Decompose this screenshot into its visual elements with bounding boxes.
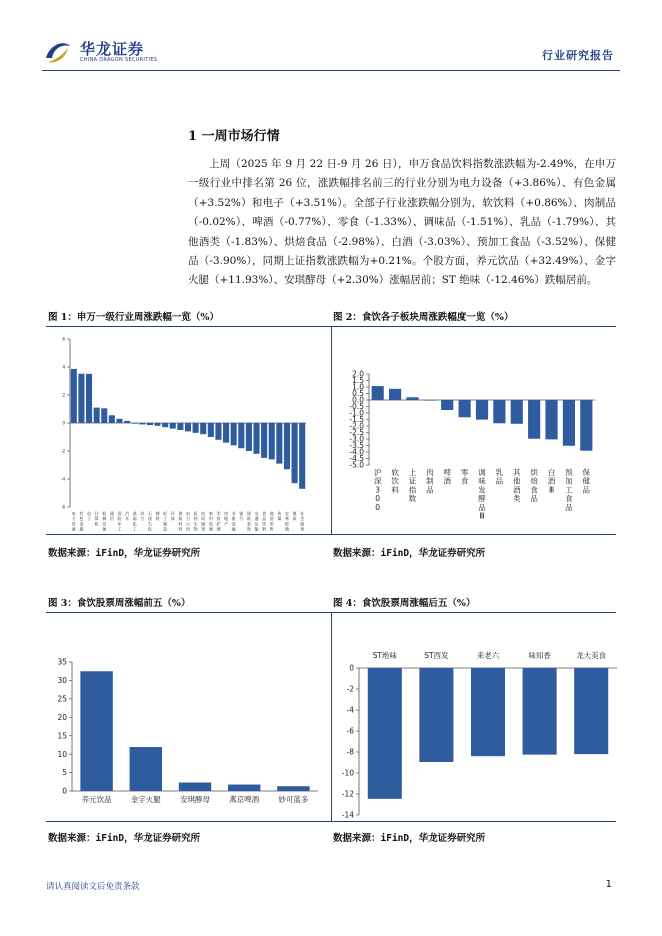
category-label: 美容护理 — [216, 511, 221, 532]
category-label: 食品饮料 — [262, 511, 267, 532]
category-label: 妙可蓝多 — [278, 795, 309, 804]
category-label: 家用电器 — [208, 511, 213, 532]
category-label: 啤酒 — [443, 468, 451, 486]
category-label: 调味发酵品 Ⅲ — [478, 468, 486, 521]
category-label: 乳品 — [495, 468, 504, 486]
category-label: 通信 — [109, 511, 114, 522]
page-number: 1 — [605, 879, 612, 890]
logo-english-name: CHINA DRAGON SECURITIES — [80, 57, 158, 63]
category-label: 软饮料 — [391, 468, 399, 495]
y-tick-label: -2 — [61, 448, 65, 454]
bar-燕京啤酒 — [228, 785, 260, 791]
bar-商贸零售 — [269, 423, 275, 459]
y-tick-label: 1.0 — [352, 382, 364, 392]
bar-乳品 — [493, 400, 505, 423]
bar-金字火腿 — [130, 747, 162, 791]
fig-row1-divider — [331, 327, 332, 534]
bar-有色金属 — [78, 374, 84, 423]
y-tick-label: 0 — [62, 786, 67, 796]
category-label: 纺织服饰 — [201, 511, 206, 532]
category-label: 计算机 — [94, 511, 99, 527]
category-label: 燕京啤酒 — [229, 795, 260, 804]
y-tick-label: 30 — [57, 676, 67, 686]
category-label: 交通运输 — [254, 511, 259, 532]
section-title: 1 一周市场行情 — [188, 129, 280, 144]
y-tick-label: -1.0 — [349, 408, 364, 418]
bar-养元饮品 — [80, 671, 112, 791]
y-tick-label: 6 — [62, 336, 65, 342]
bar-安琪酵母 — [179, 783, 211, 791]
bar-啤酒 — [441, 400, 453, 410]
fig-row2-bottom-rule — [46, 821, 616, 822]
category-label: 综合 — [140, 511, 145, 522]
category-label: 烘焙食品 — [530, 468, 538, 504]
bar-肉制品 — [424, 400, 436, 401]
bar-预加工食品 — [563, 400, 575, 446]
category-label: 上证指数 — [408, 468, 417, 504]
bar-交通运输 — [253, 423, 259, 454]
disclaimer-note: 请认真阅读文后免责条款 — [46, 882, 140, 892]
category-label: 煤炭 — [292, 511, 297, 522]
category-label: 来老六 — [476, 651, 500, 660]
bar-保健品 — [580, 400, 592, 451]
category-label: 基础化工 — [132, 511, 137, 532]
bar-建筑装饰 — [246, 423, 252, 451]
y-tick-label: 10 — [57, 749, 67, 759]
category-label: 银行 — [239, 511, 244, 522]
y-tick-label: -3.0 — [349, 434, 364, 444]
bar-非银金融 — [231, 423, 237, 445]
logo-chinese-name: 华龙证券 — [80, 40, 145, 58]
bar-烘焙食品 — [528, 400, 540, 439]
category-label: 养元饮品 — [81, 795, 112, 804]
bar-零食 — [459, 400, 471, 417]
category-label: 医药生物 — [193, 511, 198, 532]
fig-row1-bottom-rule — [46, 534, 616, 535]
category-label: 钢铁 — [155, 511, 160, 522]
bar-软饮料 — [389, 389, 401, 400]
fig4-title: 图 4：食饮股票周涨幅后五（%） — [333, 598, 476, 609]
category-label: 石油石化 — [147, 511, 152, 532]
chart-sw-industry-weekly — [46, 327, 330, 533]
company-logo-icon — [42, 38, 72, 66]
y-tick-label: 4 — [62, 364, 65, 370]
market-summary-paragraph: 上周（2025 年 9 月 22 日-9 月 26 日），申万食品饮料指数涨跌幅为-2.49%，在申万一级行业中排名第 26 位，涨跌幅排名前三的行业分别为电力设备（+3.86%）、有色金属（+3.52%）和电子（+3.51%）。全部子行业涨跌幅分别为，软饮料（+0.86%）、肉制品（-0.02%）、啤酒（-0.77%）、零食（-1.33%）、调味品（-1.51%）、乳品（-1.79%）、其他酒类（-1.83%）、烘焙食品（-2.98%）、白酒（-3.03%）、预加工食品（-3.52%）、保健品（-3.90%），同期上证指数涨跌幅为+0.21%。个股方面，养元饮品（+32.49%）、金字火腿（+11.93%）、安琪酵母（+2.30%）涨幅居前；ST 绝味（-12.46%）跌幅居前。 — [188, 158, 616, 287]
chart-subsector-weekly — [333, 327, 617, 533]
bar-煤炭 — [292, 423, 298, 483]
category-label: 有色金属 — [79, 511, 84, 532]
y-tick-label: -2 — [346, 684, 354, 694]
bar-调味发酵品Ⅲ — [476, 400, 488, 420]
bar-房地产 — [223, 423, 229, 443]
y-tick-label: -8 — [346, 747, 354, 757]
category-label: 国防军工 — [117, 511, 122, 532]
bar-农林牧渔 — [284, 423, 290, 469]
y-tick-label: -1.5 — [349, 415, 364, 425]
bar-来老六 — [471, 668, 505, 756]
bar-环保 — [170, 423, 176, 429]
fig3-source: 数据来源：iFinD，华龙证券研究所 — [48, 833, 201, 844]
bar-通信 — [109, 415, 115, 423]
category-label: 传媒 — [277, 511, 282, 522]
y-tick-label: -4 — [346, 705, 354, 715]
y-tick-label: 0.0 — [352, 395, 364, 405]
y-tick-label: -0.5 — [349, 402, 364, 412]
category-label: 农林牧渔 — [284, 511, 289, 532]
bar-电力设备 — [71, 369, 77, 423]
category-label: 龙大美食 — [576, 651, 607, 660]
fig2-title: 图 2：食饮各子板块周涨跌幅度一览（%） — [333, 312, 514, 323]
bar-其他酒类 — [511, 400, 523, 424]
category-label: 社会服务 — [300, 511, 305, 532]
y-tick-label: 1.5 — [352, 376, 364, 386]
category-label: 零食 — [460, 468, 469, 486]
bar-综合 — [139, 423, 145, 424]
bar-电子 — [86, 374, 92, 423]
bar-轻工制造 — [162, 423, 168, 427]
y-tick-label: -12 — [341, 789, 354, 799]
category-label: 其他酒类 — [513, 468, 521, 504]
chart-top5-losers — [333, 613, 617, 820]
category-label: 商贸零售 — [269, 511, 274, 532]
category-label: 建筑材料 — [178, 511, 183, 532]
y-tick-label: 2.0 — [352, 369, 364, 379]
category-label: ST西发 — [424, 651, 449, 660]
category-label: 沪深 3 0 0 — [373, 468, 382, 512]
category-label: 电子 — [87, 511, 92, 522]
y-tick-label: 0 — [62, 420, 65, 426]
bar-味知香 — [523, 668, 557, 755]
category-label: 保健品 — [582, 468, 591, 495]
y-tick-label: -2.0 — [349, 421, 364, 431]
bar-钢铁 — [155, 423, 161, 426]
y-tick-label: -4.0 — [349, 447, 364, 457]
bar-石油石化 — [147, 423, 153, 425]
bar-基础化工 — [132, 423, 138, 424]
fig2-source: 数据来源：iFinD，华龙证券研究所 — [333, 548, 486, 559]
bar-银行 — [238, 423, 244, 448]
category-label: 电力公用 — [186, 511, 190, 532]
category-label: 汽车 — [125, 511, 130, 522]
bar-妙可蓝多 — [277, 786, 309, 791]
y-tick-label: 0 — [349, 663, 354, 673]
y-tick-label: 20 — [57, 712, 67, 722]
bar-机械设备 — [101, 408, 107, 423]
category-label: 安琪酵母 — [180, 795, 210, 804]
report-type-label: 行业研究报告 — [542, 49, 614, 62]
bar-电力公用 — [185, 423, 191, 431]
bar-医药生物 — [193, 423, 199, 433]
bar-美容护理 — [215, 423, 221, 440]
y-tick-label: -2.5 — [349, 428, 364, 438]
chart-top5-gainers — [46, 613, 330, 820]
category-label: 味知香 — [528, 651, 551, 660]
category-label: 建筑装饰 — [246, 511, 251, 532]
y-tick-label: -10 — [341, 768, 354, 778]
y-tick-label: -6 — [61, 504, 65, 510]
fig1-title: 图 1：申万一级行业周涨跌幅一览（%） — [48, 312, 219, 323]
category-label: 轻工制造 — [163, 511, 168, 532]
category-label: 白酒 Ⅲ — [547, 468, 556, 495]
category-label: 预加工食品 — [565, 468, 573, 512]
y-tick-label: -5.0 — [349, 460, 364, 470]
bar-食品饮料 — [261, 423, 267, 458]
y-tick-label: 15 — [57, 731, 67, 741]
fig-row2-divider — [331, 613, 332, 821]
fig1-source: 数据来源：iFinD，华龙证券研究所 — [48, 548, 201, 559]
category-label: 环保 — [170, 511, 175, 522]
category-label: 房地产 — [224, 511, 229, 527]
y-tick-label: 25 — [57, 694, 67, 704]
category-label: 电力设备 — [71, 511, 76, 532]
y-tick-label: 35 — [57, 657, 67, 667]
y-tick-label: 0.5 — [352, 389, 364, 399]
bar-龙大美食 — [574, 668, 608, 754]
y-tick-label: 2 — [62, 392, 65, 398]
bar-上证指数 — [406, 397, 418, 400]
bar-国防军工 — [116, 419, 122, 423]
category-label: 肉制品 — [426, 468, 434, 495]
category-label: 机械设备 — [102, 511, 107, 532]
bar-白酒Ⅲ — [545, 400, 557, 439]
bar-ST西发 — [419, 668, 453, 762]
bar-传媒 — [276, 423, 282, 464]
fig4-source: 数据来源：iFinD，华龙证券研究所 — [333, 833, 486, 844]
header-divider — [42, 70, 620, 71]
y-tick-label: -6 — [346, 726, 354, 736]
bar-家用电器 — [208, 423, 214, 437]
bar-ST绝味 — [368, 668, 402, 799]
y-tick-label: -4.5 — [349, 454, 364, 464]
category-label: 非银金融 — [231, 511, 236, 532]
y-tick-label: -4 — [61, 476, 65, 482]
bar-沪深300 — [372, 386, 384, 400]
bar-建筑材料 — [177, 423, 183, 430]
bar-计算机 — [94, 408, 100, 423]
bar-汽车 — [124, 421, 130, 423]
category-label: 金字火腿 — [130, 795, 161, 804]
fig3-title: 图 3：食饮股票周涨幅前五（%） — [48, 598, 191, 609]
y-tick-label: 5 — [62, 768, 67, 778]
category-label: ST绝味 — [372, 651, 397, 660]
y-tick-label: -14 — [341, 810, 354, 820]
bar-纺织服饰 — [200, 423, 206, 434]
bar-社会服务 — [299, 423, 305, 489]
y-tick-label: -3.5 — [349, 441, 364, 451]
